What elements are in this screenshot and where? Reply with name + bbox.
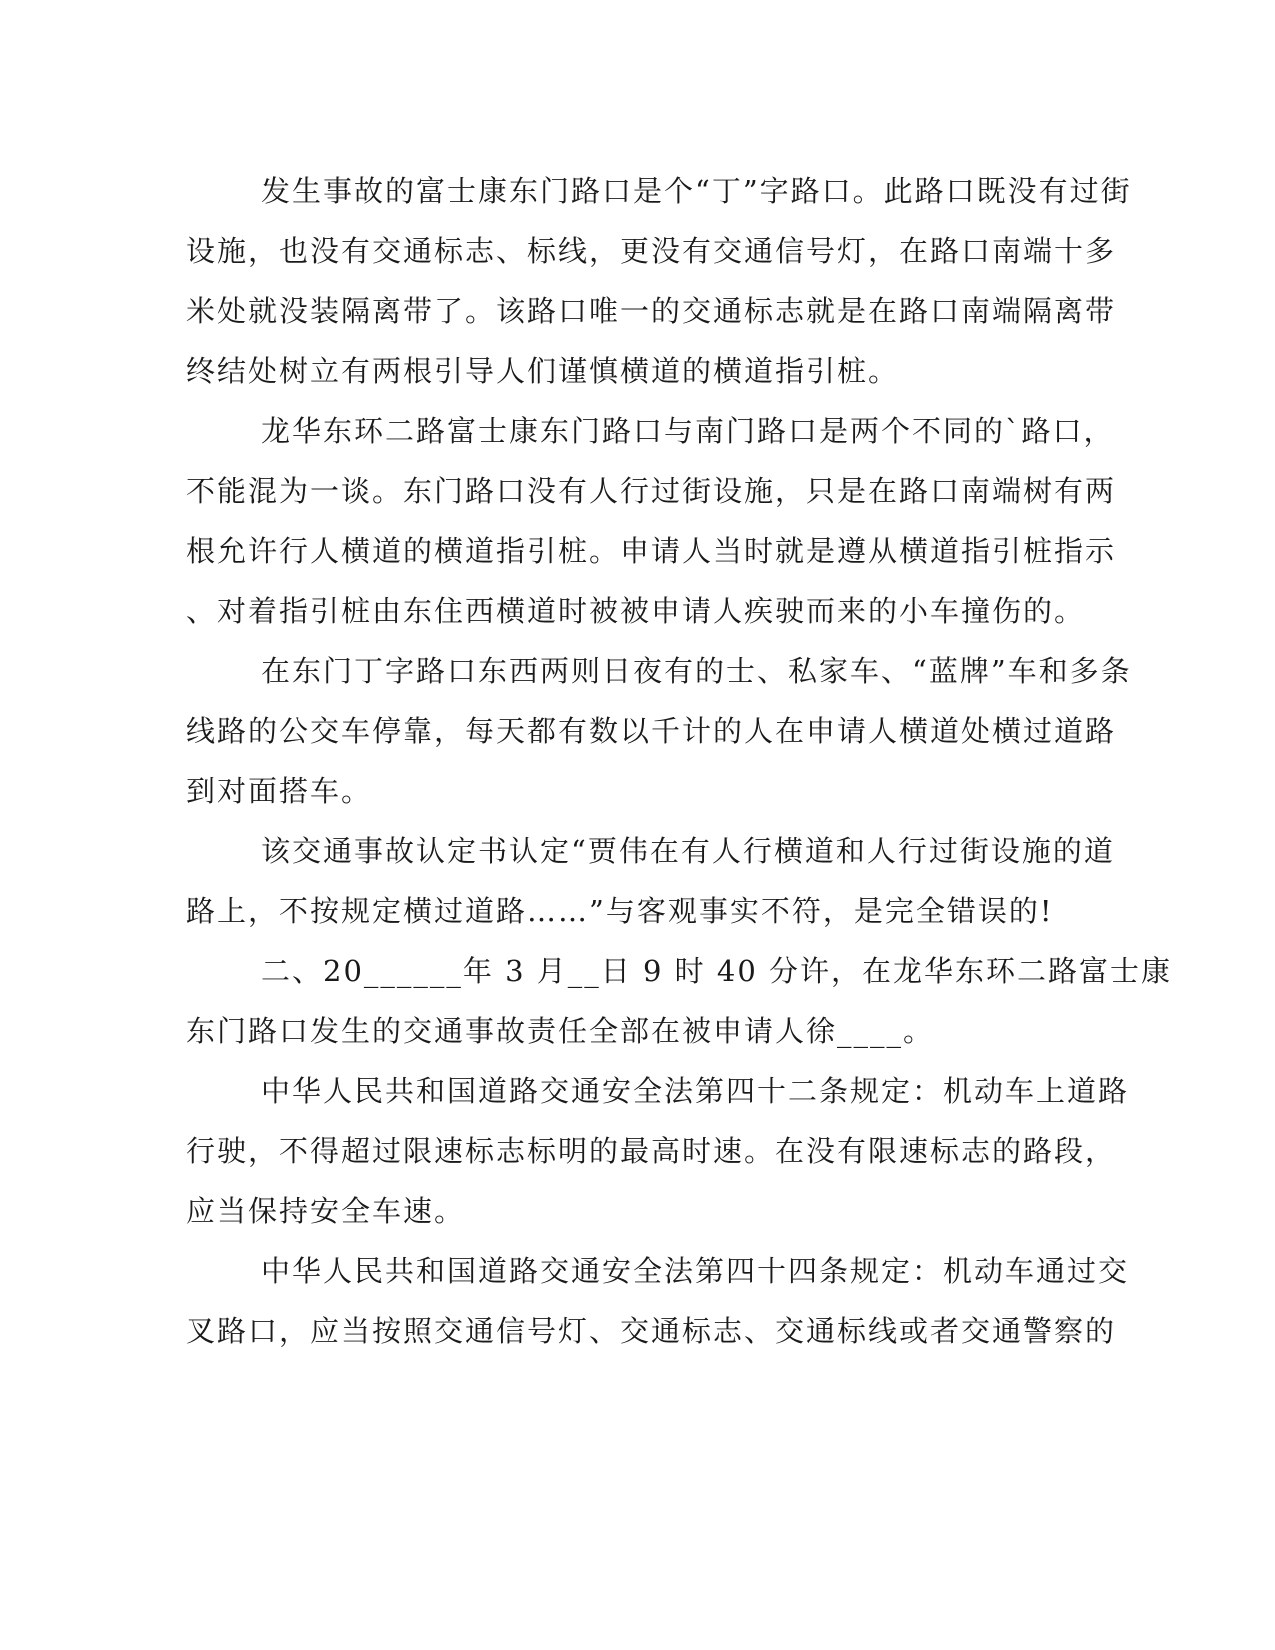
paragraph-article-44 (186, 1241, 1130, 1361)
text-line: 该交通事故认定书认定“贾伟在有人行横道和人行过街设施的道 (261, 834, 1115, 868)
text-line: 终结处树立有两根引导人们谨慎横道的横道指引桩。 (186, 354, 900, 388)
paragraph-bus-stops (186, 641, 1132, 821)
text-line: 、对着指引桩由东住西横道时被被申请人疾驶而来的小车撞伤的。 (186, 594, 1086, 628)
text-line: 发生事故的富士康东门路口是个“丁”字路口。此路口既没有过街 (261, 174, 1132, 208)
text-line: 路上，不按规定横过道路……”与客观事实不符，是完全错误的! (186, 894, 1054, 928)
text-line: 二、20______年 3 月__日 9 时 40 分许，在龙华东环二路富士康 (261, 954, 1173, 988)
text-line: 东门路口发生的交通事故责任全部在被申请人徐____。 (186, 1014, 935, 1048)
text-line: 不能混为一谈。东门路口没有人行过街设施，只是在路口南端树有两 (186, 474, 1117, 508)
paragraph-section-two (186, 941, 1173, 1061)
paragraph-accident-finding (186, 821, 1115, 941)
text-line: 应当保持安全车速。 (186, 1194, 466, 1228)
paragraph-two-intersections (186, 401, 1117, 641)
text-line: 在东门丁字路口东西两则日夜有的士、私家车、“蓝牌”车和多条 (261, 654, 1132, 688)
text-line: 龙华东环二路富士康东门路口与南门路口是两个不同的`路口， (261, 414, 1115, 448)
text-line: 根允许行人横道的横道指引桩。申请人当时就是遵从横道指引桩指示 (186, 534, 1117, 568)
text-line: 中华人民共和国道路交通安全法第四十二条规定：机动车上道路 (261, 1074, 1130, 1108)
paragraph-dongmen-intersection (186, 161, 1132, 401)
text-line: 行驶，不得超过限速标志标明的最高时速。在没有限速标志的路段， (186, 1134, 1117, 1168)
text-line: 叉路口，应当按照交通信号灯、交通标志、交通标线或者交通警察的 (186, 1314, 1117, 1348)
text-line: 设施，也没有交通标志、标线，更没有交通信号灯，在路口南端十多 (186, 234, 1117, 268)
document-body (186, 161, 1173, 1361)
text-line: 米处就没装隔离带了。该路口唯一的交通标志就是在路口南端隔离带 (186, 294, 1117, 328)
text-line: 线路的公交车停靠，每天都有数以千计的人在申请人横道处横过道路 (186, 714, 1117, 748)
text-line: 到对面搭车。 (186, 774, 373, 808)
text-line: 中华人民共和国道路交通安全法第四十四条规定：机动车通过交 (261, 1254, 1130, 1288)
paragraph-article-42 (186, 1061, 1130, 1241)
